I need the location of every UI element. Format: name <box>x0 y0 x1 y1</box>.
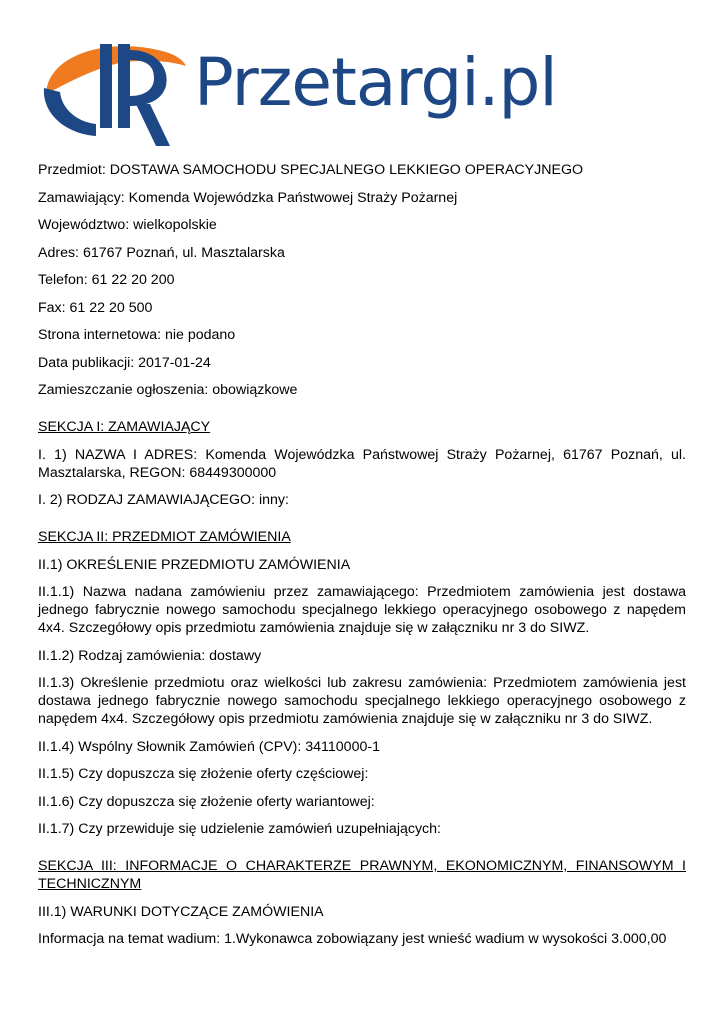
document-body <box>38 161 686 948</box>
subject-field: Przedmiot: DOSTAWA SAMOCHODU SPECJALNEGO LEKKIEGO OPERACYJNEGO <box>38 162 584 178</box>
section-2-item-1-1: II.1.1) Nazwa nadana zamówieniu przez zamawiającego: Przedmiotem zamówienia jest dostawa jednego fabrycznie nowego samochodu specjalnego lekkiego operacyjnego osobowego z napędem 4x4. Szczegółowy opis przedmiotu zamówienia znajduje się w załączniku nr 3 do SIWZ. <box>38 584 686 636</box>
logo-wordmark: Przetargi.pl <box>194 44 557 121</box>
section-1-heading: SEKCJA I: ZAMAWIAJĄCY <box>38 419 211 435</box>
section-2-item-1-5: II.1.5) Czy dopuszcza się złożenie oferty częściowej: <box>38 766 369 782</box>
announcement-type-field: Zamieszczanie ogłoszenia: obowiązkowe <box>38 382 298 398</box>
section-2-heading: SEKCJA II: PRZEDMIOT ZAMÓWIENIA <box>38 529 291 545</box>
section-2-item-1-4: II.1.4) Wspólny Słownik Zamówień (CPV): 34110000-1 <box>38 738 380 755</box>
section-3-subheading: III.1) WARUNKI DOTYCZĄCE ZAMÓWIENIA <box>38 903 324 920</box>
section-3-deposit-info: Informacja na temat wadium: 1.Wykonawca zobowiązany jest wnieść wadium w wysokości 3.000,00 <box>38 931 667 947</box>
section-1-name-address: I. 1) NAZWA I ADRES: Komenda Wojewódzka Państwowej Straży Pożarnej, 61767 Poznań, ul. Masztalarska, REGON: 68449300000 <box>38 446 686 481</box>
phone-field: Telefon: 61 22 20 200 <box>38 272 175 288</box>
section-1-authority-type: I. 2) RODZAJ ZAMAWIAJĄCEGO: inny: <box>38 492 289 508</box>
logo-mark-icon <box>38 36 188 156</box>
section-2-item-1-6: II.1.6) Czy dopuszcza się złożenie oferty wariantowej: <box>38 793 375 810</box>
section-2-item-1-2: II.1.2) Rodzaj zamówienia: dostawy <box>38 647 262 664</box>
contracting-authority-field: Zamawiający: Komenda Wojewódzka Państwowej Straży Pożarnej <box>38 189 458 206</box>
section-2-item-1-3: II.1.3) Określenie przedmiotu oraz wielkości lub zakresu zamówienia: Przedmiotem zamówienia jest dostawa jednego fabrycznie nowego samochodu specjalnego lekkiego operacyjnego osobowego z napędem 4x4. Szczegółowy opis przedmiotu zamówienia znajduje się w załączniku nr 3 do SIWZ. <box>38 675 686 727</box>
fax-field: Fax: 61 22 20 500 <box>38 299 153 316</box>
website-field: Strona internetowa: nie podano <box>38 327 236 343</box>
publication-date-field: Data publikacji: 2017-01-24 <box>38 354 211 371</box>
przetargi-logo <box>38 36 558 156</box>
section-2-item-1-7: II.1.7) Czy przewiduje się udzielenie zamówień uzupełniających: <box>38 821 441 837</box>
voivodeship-field: Województwo: wielkopolskie <box>38 217 217 233</box>
section-2-subheading: II.1) OKREŚLENIE PRZEDMIOTU ZAMÓWIENIA <box>38 556 351 573</box>
address-field: Adres: 61767 Poznań, ul. Masztalarska <box>38 244 285 261</box>
section-3-heading: SEKCJA III: INFORMACJE O CHARAKTERZE PRAWNYM, EKONOMICZNYM, FINANSOWYM I TECHNICZNYM <box>38 858 686 892</box>
